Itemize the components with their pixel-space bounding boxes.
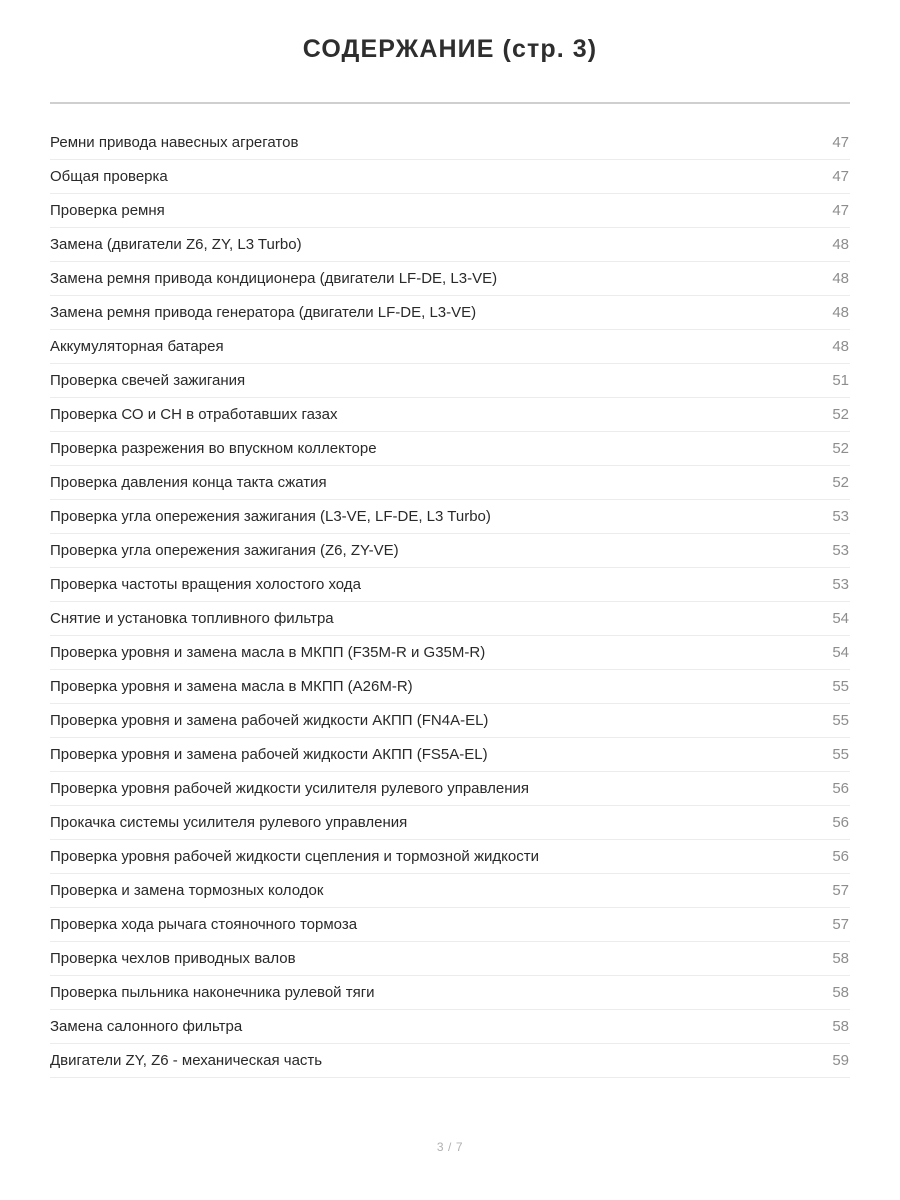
toc-entry[interactable]	[50, 432, 850, 466]
toc-entry-title: Проверка хода рычага стояночного тормоза	[50, 916, 358, 933]
toc-entry-page-number: 51	[832, 372, 849, 389]
toc-entry-page-number: 47	[832, 168, 849, 185]
toc-entry[interactable]	[50, 670, 850, 704]
toc-entry[interactable]	[50, 636, 850, 670]
toc-entry-title: Проверка свечей зажигания	[50, 372, 246, 389]
document-header	[0, 0, 900, 104]
toc-entry[interactable]	[50, 126, 850, 160]
toc-entry-title: Проверка угла опережения зажигания (L3-VE, LF-DE, L3 Turbo)	[50, 508, 491, 525]
toc-entry[interactable]	[50, 738, 850, 772]
toc-entry[interactable]	[50, 228, 850, 262]
toc-entry[interactable]	[50, 568, 850, 602]
toc-entry-page-number: 59	[832, 1052, 849, 1069]
toc-entry-page-number: 53	[832, 508, 849, 525]
toc-entry[interactable]	[50, 364, 850, 398]
toc-entry-page-number: 53	[832, 542, 849, 559]
toc-entry[interactable]	[50, 398, 850, 432]
toc-entry-title: Ремни привода навесных агрегатов	[50, 134, 299, 151]
toc-entry[interactable]	[50, 602, 850, 636]
toc-entry-title: Замена (двигатели Z6, ZY, L3 Turbo)	[50, 236, 302, 253]
toc-entry-page-number: 48	[832, 270, 849, 287]
table-of-contents	[50, 126, 850, 1078]
toc-entry-page-number: 55	[832, 678, 849, 695]
toc-entry-page-number: 55	[832, 712, 849, 729]
toc-entry-title: Двигатели ZY, Z6 - механическая часть	[50, 1052, 323, 1069]
page-indicator: 3 / 7	[436, 1140, 464, 1154]
toc-entry[interactable]	[50, 1044, 850, 1078]
toc-entry-title: Прокачка системы усилителя рулевого управления	[50, 814, 408, 831]
page-title: СОДЕРЖАНИЕ (стр. 3)	[302, 35, 598, 63]
toc-entry-page-number: 58	[832, 1018, 849, 1035]
toc-entry-title: Проверка уровня и замена масла в МКПП (F35M-R и G35M-R)	[50, 644, 486, 661]
toc-entry[interactable]	[50, 806, 850, 840]
toc-entry-title: Проверка пыльника наконечника рулевой тяги	[50, 984, 375, 1001]
toc-entry-page-number: 57	[832, 882, 849, 899]
toc-entry-page-number: 52	[832, 474, 849, 491]
toc-entry-page-number: 48	[832, 304, 849, 321]
toc-entry-page-number: 54	[832, 644, 849, 661]
toc-entry[interactable]	[50, 874, 850, 908]
toc-entry[interactable]	[50, 330, 850, 364]
toc-entry-page-number: 57	[832, 916, 849, 933]
toc-entry-title: Проверка уровня рабочей жидкости сцепления и тормозной жидкости	[50, 848, 539, 865]
toc-entry-title: Проверка угла опережения зажигания (Z6, ZY-VE)	[50, 542, 399, 559]
toc-entry-title: Проверка уровня рабочей жидкости усилителя рулевого управления	[50, 780, 530, 797]
toc-entry[interactable]	[50, 908, 850, 942]
toc-entry[interactable]	[50, 466, 850, 500]
toc-entry-title: Проверка ремня	[50, 202, 165, 219]
toc-entry-page-number: 47	[832, 134, 849, 151]
toc-entry-title: Замена салонного фильтра	[50, 1018, 243, 1035]
toc-entry-title: Проверка давления конца такта сжатия	[50, 474, 327, 491]
toc-entry-title: Проверка разрежения во впускном коллекторе	[50, 440, 377, 457]
toc-entry-title: Проверка СО и СН в отработавших газах	[50, 406, 338, 423]
toc-entry-page-number: 58	[832, 950, 849, 967]
toc-entry-title: Проверка уровня и замена рабочей жидкости АКПП (FN4A-EL)	[50, 712, 489, 729]
header-divider	[50, 102, 850, 104]
toc-entry-page-number: 56	[832, 780, 849, 797]
toc-entry[interactable]	[50, 942, 850, 976]
toc-entry[interactable]	[50, 976, 850, 1010]
toc-entry-page-number: 54	[832, 610, 849, 627]
toc-entry-title: Замена ремня привода генератора (двигатели LF-DE, L3-VE)	[50, 304, 477, 321]
toc-entry-page-number: 52	[832, 406, 849, 423]
toc-entry-page-number: 52	[832, 440, 849, 457]
toc-entry[interactable]	[50, 840, 850, 874]
toc-entry-title: Проверка и замена тормозных колодок	[50, 882, 324, 899]
toc-entry-title: Проверка уровня и замена рабочей жидкости АКПП (FS5A-EL)	[50, 746, 488, 763]
toc-entry-page-number: 48	[832, 338, 849, 355]
toc-entry-page-number: 48	[832, 236, 849, 253]
toc-entry-page-number: 47	[832, 202, 849, 219]
toc-entry-page-number: 56	[832, 848, 849, 865]
toc-entry-page-number: 58	[832, 984, 849, 1001]
toc-entry-title: Замена ремня привода кондиционера (двигатели LF-DE, L3-VE)	[50, 270, 498, 287]
toc-entry[interactable]	[50, 772, 850, 806]
toc-entry-title: Проверка чехлов приводных валов	[50, 950, 296, 967]
toc-entry-title: Проверка частоты вращения холостого хода	[50, 576, 361, 593]
toc-entry[interactable]	[50, 194, 850, 228]
toc-entry-title: Общая проверка	[50, 168, 168, 185]
toc-entry-title: Проверка уровня и замена масла в МКПП (A26M-R)	[50, 678, 413, 695]
toc-entry-title: Аккумуляторная батарея	[50, 338, 224, 355]
toc-entry-page-number: 53	[832, 576, 849, 593]
toc-entry-page-number: 56	[832, 814, 849, 831]
toc-entry[interactable]	[50, 534, 850, 568]
toc-entry[interactable]	[50, 262, 850, 296]
toc-entry[interactable]	[50, 704, 850, 738]
toc-entry-page-number: 55	[832, 746, 849, 763]
toc-entry[interactable]	[50, 500, 850, 534]
toc-entry-title: Снятие и установка топливного фильтра	[50, 610, 334, 627]
toc-entry[interactable]	[50, 1010, 850, 1044]
toc-entry[interactable]	[50, 160, 850, 194]
toc-entry[interactable]	[50, 296, 850, 330]
document-footer	[0, 1138, 900, 1156]
